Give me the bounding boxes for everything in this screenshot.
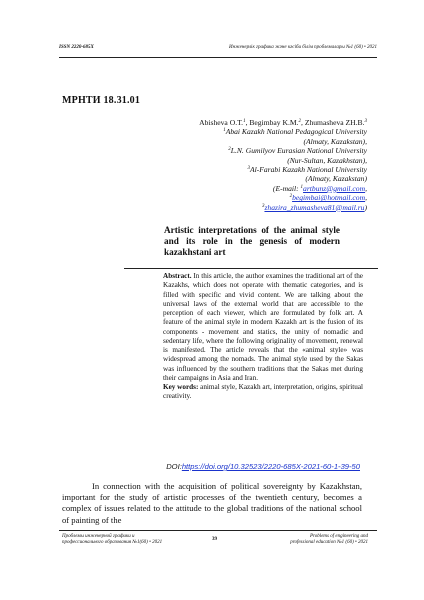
abstract xyxy=(163,272,363,402)
keywords-text: animal style, Kazakh art, interpretation, origins, spiritual creativity. xyxy=(163,383,364,401)
affiliation-3-location: (Almaty, Kazakstan) xyxy=(305,174,367,184)
footer-right: Problems of engineering and professional education №1 (60) • 2021 xyxy=(290,534,368,546)
doi-link[interactable]: https://doi.org/10.32523/2220-685X-2021-60-1-39-50 xyxy=(181,462,360,471)
doi-label: DOI: xyxy=(166,462,182,471)
footer-left: Проблемы инженерной графики и профессионального образования №1(60) • 2021 xyxy=(62,534,163,546)
email-line-3: $^3$zhazira_zhumasheva81@mail.ru) xyxy=(261,202,367,212)
affiliation-2: $^2$L.N. Gumilyov Eurasian National University xyxy=(228,146,367,156)
keywords-label: Key words: xyxy=(163,383,199,391)
author-block xyxy=(167,118,367,212)
mrnti-code: МРНТИ 18.31.01 xyxy=(62,95,141,106)
affiliation-1-location: (Almaty, Kazakstan), xyxy=(303,136,367,146)
email-link-3[interactable]: zhazira_zhumasheva81@mail.ru xyxy=(264,202,365,212)
page-number: 39 xyxy=(212,537,217,542)
affiliation-3: $^3$Al-Farabi Kazakh National University xyxy=(247,165,367,175)
abstract-label: Abstract. xyxy=(163,272,192,280)
footer-rule xyxy=(59,530,377,531)
article-title: Artistic interpretations of the animal style and its role in the genesis of modern kazakhstani art xyxy=(164,225,340,257)
header-rule xyxy=(59,57,377,58)
journal-title-header: Инженерлік графика және кәсіби білім проблемалары №1 (60) • 2021 xyxy=(228,45,377,50)
issn: ISSN 2220-685X xyxy=(59,45,94,50)
running-footer xyxy=(62,534,368,552)
abstract-rule xyxy=(124,268,378,269)
email-link-2[interactable]: begimbai@hotmail.com xyxy=(292,193,366,203)
affiliation-1: $^1$Abai Kazakh National Pedagogical University xyxy=(223,127,367,137)
email-line-1: (E-mail: $^1$artbunz@gmail.com, xyxy=(272,183,367,193)
running-header xyxy=(59,45,377,55)
doi-line xyxy=(166,462,360,471)
author-names: Abisheva O.T.$^1$, Begimbay K.M.$^2$, Zhumasheva ZH.B.$^3$ xyxy=(199,118,367,127)
body-text xyxy=(62,481,362,526)
body-paragraph: In connection with the acquisition of political sovereignty by Kazakhstan, important for the study of artistic processes of the twentieth century, becomes a complex of issues related to the attitude to the global traditions of the national school of painting of the xyxy=(62,481,362,525)
affiliation-2-location: (Nur-Sultan, Kazakhstan), xyxy=(287,155,367,165)
email-link-1[interactable]: artbunz@gmail.com xyxy=(303,183,366,193)
abstract-text: In this article, the author examines the traditional art of the Kazakhs, which does not operate with thematic categories, and is filled with specific and vivid content. We are talking about the universal laws of the external world that are accessible to the perception of each viewer, which are formulated by folk art. A feature of the animal style in modern Kazakh art is the fusion of its components - movement and statics, the unity of nomadic and sedentary life, where the following originality of movement, renewal is manifested. The article reveals that the «animal style» was widespread among the nomads. The animal style used by the Sakas was influenced by the southern traditions that the Sakas met during their campaigns in Asia and Iran. xyxy=(163,272,363,382)
email-line-2: $^2$begimbai@hotmail.com, xyxy=(289,193,367,203)
